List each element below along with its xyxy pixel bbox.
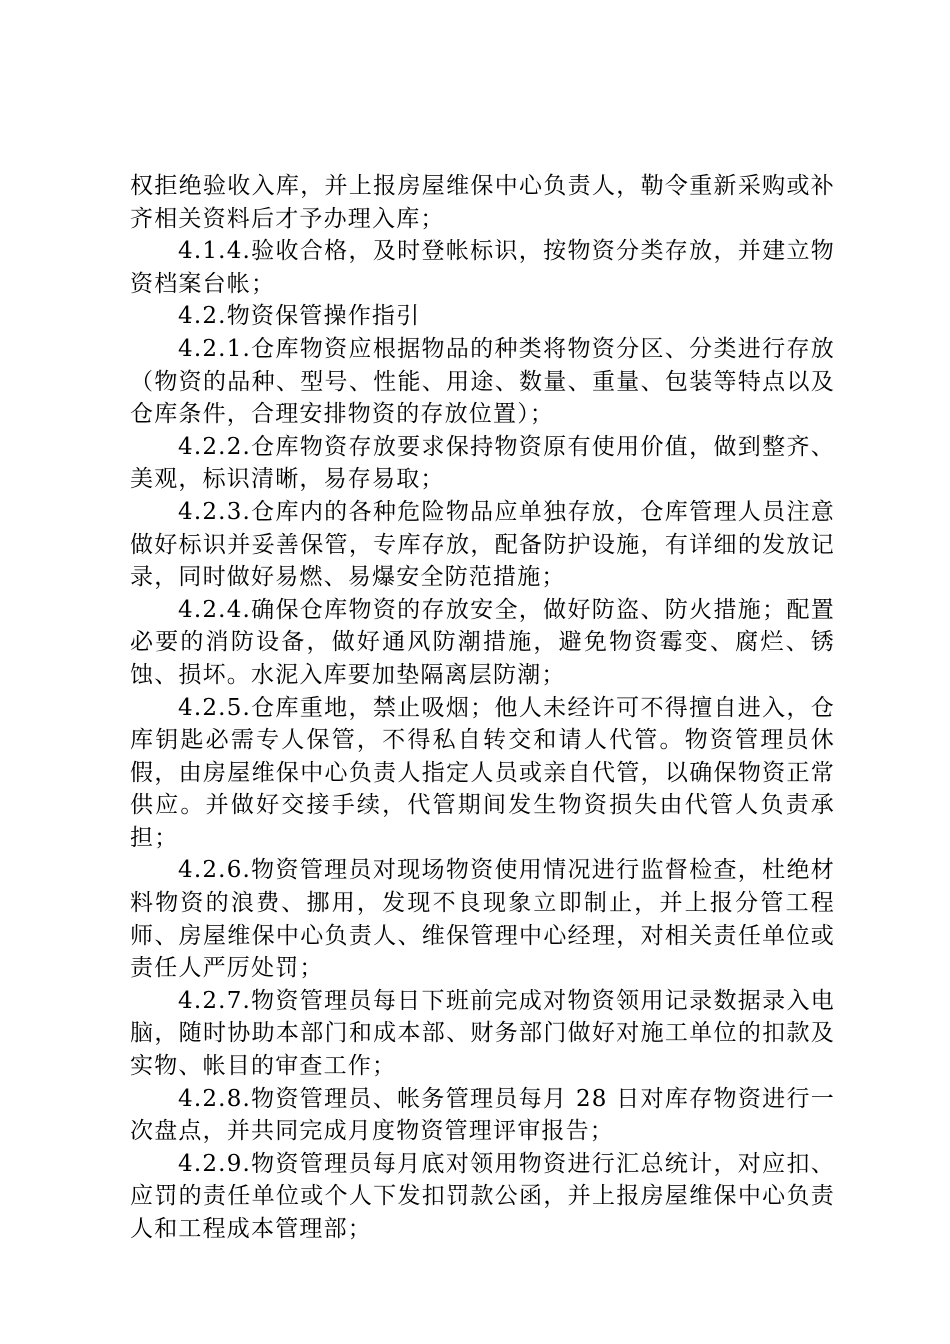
clause-4-2-8: 4.2.8.物资管理员、帐务管理员每月 28 日对库存物资进行一次盘点，并共同完成月度物资管理评审报告； bbox=[130, 1085, 835, 1145]
paragraph-continuation: 权拒绝验收入库，并上报房屋维保中心负责人，勒令重新采购或补齐相关资料后才予办理入库； bbox=[130, 173, 835, 232]
section-heading-4-2: 4.2.物资保管操作指引 bbox=[178, 303, 421, 330]
clause-4-2-3: 4.2.3.仓库内的各种危险物品应单独存放，仓库管理人员注意做好标识并妥善保管，专库存放，配备防护设施，有详细的发放记录，同时做好易燃、易爆安全防范措施； bbox=[130, 498, 835, 591]
clause-4-2-6: 4.2.6.物资管理员对现场物资使用情况进行监督检查，杜绝材料物资的浪费、挪用，发现不良现象立即制止，并上报分管工程师、房屋维保中心负责人、维保管理中心经理，对相关责任单位或责任人严厉处罚； bbox=[130, 857, 835, 982]
clause-4-2-9: 4.2.9.物资管理员每月底对领用物资进行汇总统计，对应扣、应罚的责任单位或个人下发扣罚款公函，并上报房屋维保中心负责人和工程成本管理部； bbox=[130, 1150, 835, 1242]
clause-4-1-4: 4.1.4.验收合格，及时登帐标识，按物资分类存放，并建立物资档案台帐； bbox=[130, 238, 835, 297]
clause-4-2-2: 4.2.2.仓库物资存放要求保持物资原有使用价值，做到整齐、美观，标识清晰，易存易取； bbox=[130, 433, 835, 493]
clause-4-2-4: 4.2.4.确保仓库物资的存放安全，做好防盗、防火措施；配置必要的消防设备，做好通风防潮措施，避免物资霉变、腐烂、锈蚀、损坏。水泥入库要加垫隔离层防潮； bbox=[130, 596, 835, 688]
clause-4-2-1: 4.2.1.仓库物资应根据物品的种类将物资分区、分类进行存放（物资的品种、型号、性能、用途、数量、重量、包装等特点以及仓库条件，合理安排物资的存放位置）； bbox=[130, 335, 835, 428]
clause-4-2-7: 4.2.7.物资管理员每日下班前完成对物资领用记录数据录入电脑，随时协助本部门和成本部、财务部门做好对施工单位的扣款及实物、帐目的审查工作； bbox=[130, 987, 835, 1080]
document-page bbox=[130, 170, 835, 1246]
clause-4-2-5: 4.2.5.仓库重地，禁止吸烟；他人未经许可不得擅自进入，仓库钥匙必需专人保管，不得私自转交和请人代管。物资管理员休假，由房屋维保中心负责人指定人员或亲自代管，以确保物资正常供应。并做好交接手续，代管期间发生物资损失由代管人负责承担； bbox=[130, 694, 835, 851]
